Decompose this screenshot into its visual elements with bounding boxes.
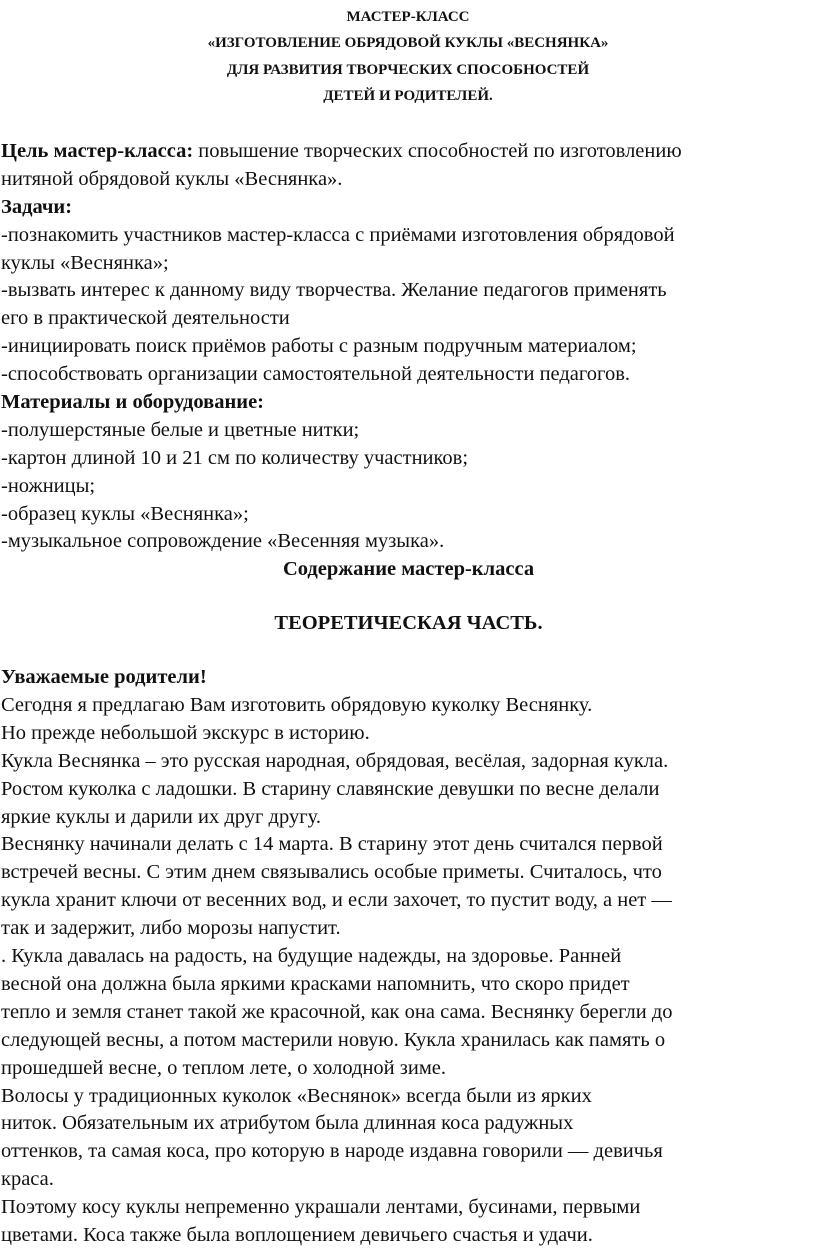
material-line: -полушерстяные белые и цветные нитки;	[1, 418, 360, 441]
goal-line	[1, 138, 816, 166]
material-line: -ножницы;	[1, 474, 96, 497]
body-text	[1, 692, 816, 1250]
body-line: Но прежде небольшой экскурс в историю.	[1, 721, 370, 744]
title-line: МАСТЕР-КЛАСС	[346, 9, 470, 25]
body-line: оттенков, та самая коса, про которую в народе издавна говорили — девичья	[1, 1140, 663, 1163]
body-line: Ростом куколка с ладошки. В старину славянские девушки по весне делали	[1, 777, 660, 800]
body-line: встречей весны. С этим днем связывались особые приметы. Считалось, что	[1, 861, 662, 884]
goal-text: повышение творческих способностей по изготовлению	[193, 140, 682, 162]
content-heading: Содержание мастер-класса	[282, 558, 535, 581]
material-line: -образец куклы «Веснянка»;	[1, 502, 249, 525]
body-line: ниток. Обязательным их атрибутом была длинная коса радужных	[1, 1112, 574, 1135]
material-line: -музыкальное сопровождение «Весенняя музыка».	[1, 530, 445, 553]
body-line: кукла хранит ключи от весенних вод, и если захочет, то пустит воду, а нет —	[1, 889, 672, 912]
theory-heading: ТЕОРЕТИЧЕСКАЯ ЧАСТЬ.	[274, 612, 543, 635]
task-line: -способствовать организации самостоятельной деятельности педагогов.	[1, 363, 630, 386]
body-line: краса.	[1, 1168, 54, 1191]
materials-heading: Материалы и оборудование:	[1, 391, 264, 414]
task-line: куклы «Веснянка»;	[1, 251, 169, 274]
task-line: -вызвать интерес к данному виду творчества. Желание педагогов применять	[1, 279, 667, 302]
body-line: . Кукла давалась на радость, на будущие надежды, на здоровье. Ранней	[1, 945, 622, 968]
body-line: тепло и земля станет такой же красочной, как она сама. Веснянку берегли до	[1, 1000, 673, 1023]
document-body	[1, 138, 816, 1250]
body-line: Поэтому косу куклы непременно украшали лентами, бусинами, первыми	[1, 1196, 641, 1219]
body-line: Сегодня я предлагаю Вам изготовить обрядовую куколку Веснянку.	[1, 694, 593, 717]
goal-label: Цель мастер-класса:	[1, 140, 194, 162]
title-line: ДЕТЕЙ И РОДИТЕЛЕЙ.	[323, 87, 493, 104]
task-line: -познакомить участников мастер-класса с приёмами изготовления обрядовой	[1, 223, 675, 246]
body-line: следующей весны, а потом мастерили новую. Кукла хранилась как память о	[1, 1028, 666, 1051]
goal-text-line: нитяной обрядовой куклы «Веснянка».	[1, 167, 343, 190]
task-line: его в практической деятельности	[1, 307, 290, 330]
tasks-heading: Задачи:	[1, 195, 73, 218]
title-line: ДЛЯ РАЗВИТИЯ ТВОРЧЕСКИХ СПОСОБНОСТЕЙ	[226, 61, 590, 78]
body-line: весной она должна была яркими красками напомнить, что скоро придет	[1, 972, 630, 995]
material-line: -картон длиной 10 и 21 см по количеству участников;	[1, 446, 469, 469]
greeting: Уважаемые родители!	[1, 666, 207, 689]
body-line: Кукла Веснянка – это русская народная, обрядовая, весёлая, задорная кукла.	[1, 749, 669, 772]
body-line: Волосы у традиционных куколок «Веснянок» всегда были из ярких	[1, 1084, 592, 1107]
body-line: так и задержит, либо морозы напустит.	[1, 917, 341, 940]
body-line: Веснянку начинали делать с 14 марта. В старину этот день считался первой	[1, 833, 663, 856]
body-line: цветами. Коса также была воплощением девичьего счастья и удачи.	[1, 1223, 593, 1246]
body-line: яркие куклы и дарили их друг другу.	[1, 805, 321, 828]
title-line: «ИЗГОТОВЛЕНИЕ ОБРЯДОВОЙ КУКЛЫ «ВЕСНЯНКА»	[207, 35, 609, 52]
task-line: -инициировать поиск приёмов работы с разным подручным материалом;	[1, 335, 637, 358]
body-line: прошедшей весне, о теплом лете, о холодной зиме.	[1, 1056, 447, 1079]
document-title	[0, 4, 816, 109]
